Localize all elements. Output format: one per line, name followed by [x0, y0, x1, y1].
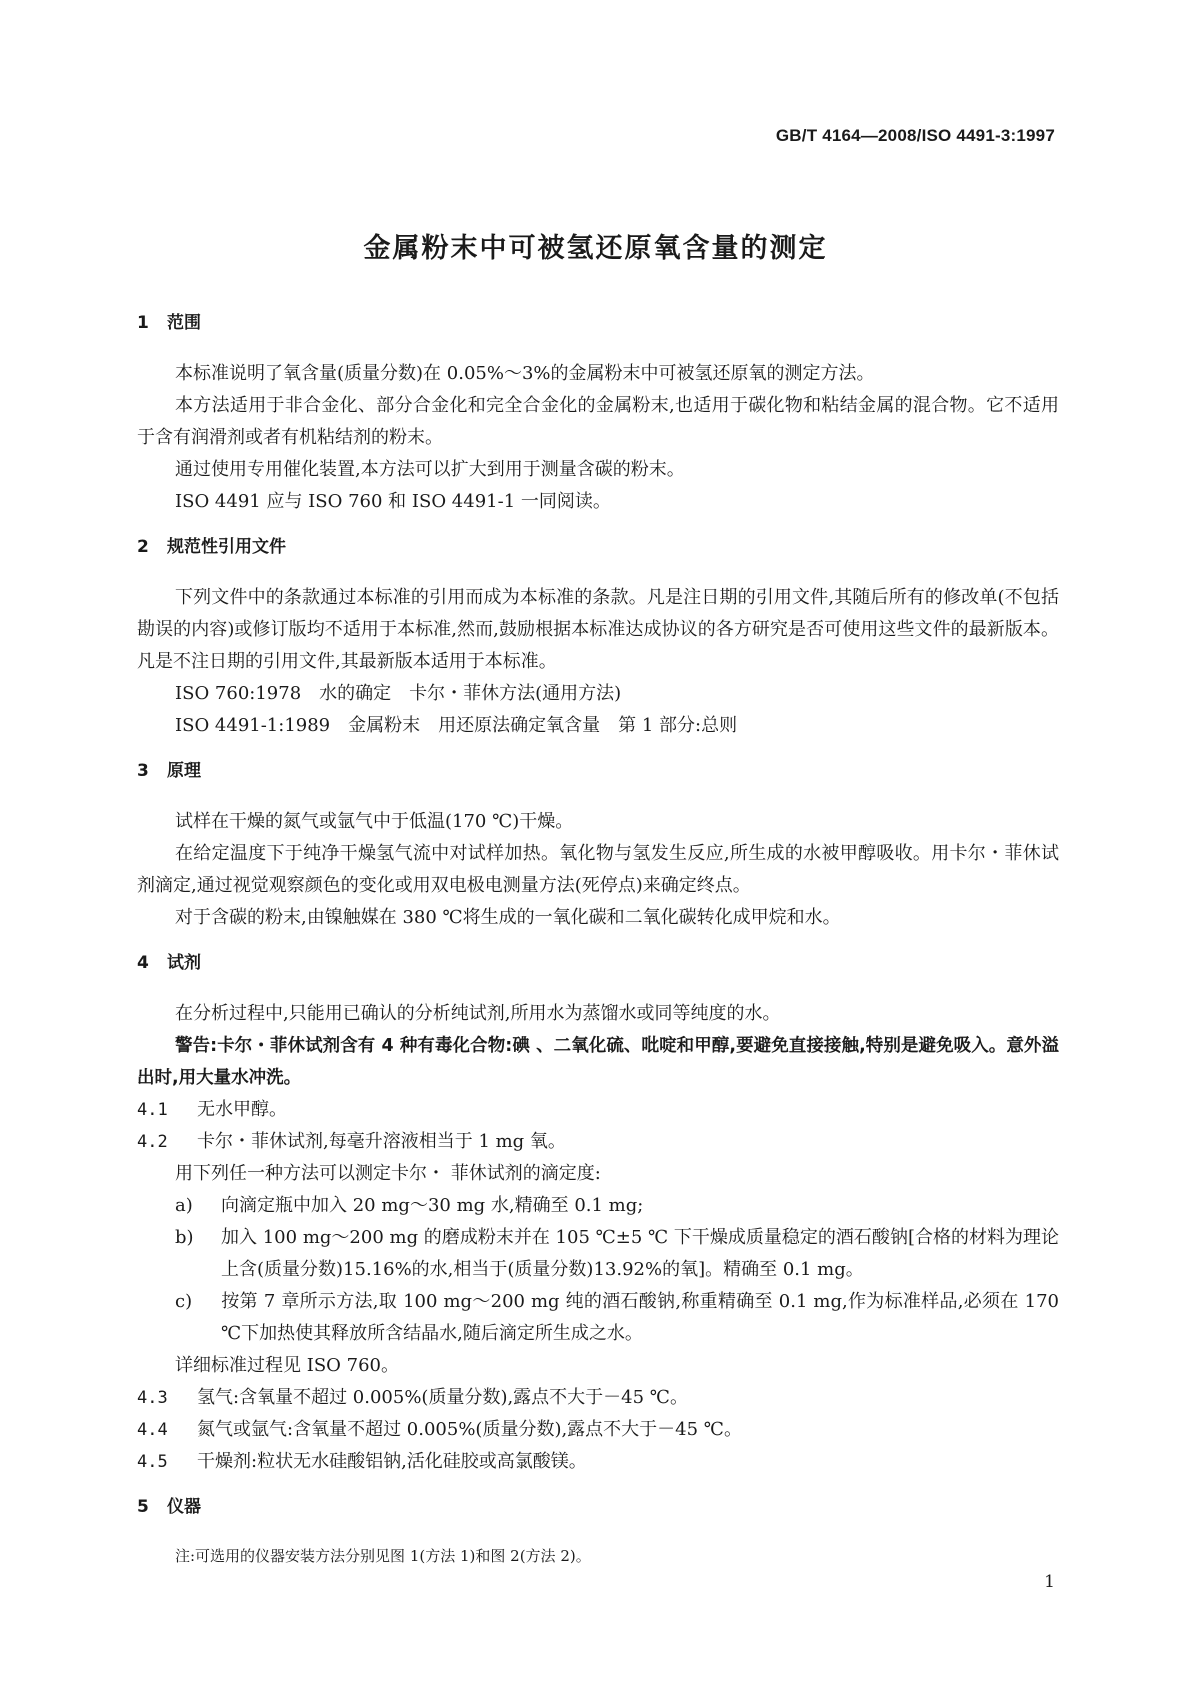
subclause-text: 氮气或氩气:含氧量不超过 0.005%(质量分数),露点不大于－45 ℃。: [197, 1419, 742, 1440]
section-principle: [137, 758, 1059, 934]
subclause-number: 4.4: [137, 1420, 168, 1440]
section-number: 2: [137, 537, 149, 557]
subclause-text: 干燥剂:粒状无水硅酸铝钠,活化硅胶或高氯酸镁。: [197, 1451, 587, 1472]
subclause: [137, 1446, 1059, 1478]
section-scope: [137, 310, 1059, 518]
paragraph: 本标准说明了氧含量(质量分数)在 0.05%～3%的金属粉末中可被氢还原氧的测定方法。: [175, 363, 875, 384]
document-body: [137, 310, 1059, 1586]
page-number: 1: [1044, 1572, 1055, 1592]
note-text: 注:可选用的仪器安装方法分别见图 1(方法 1)和图 2(方法 2)。: [175, 1547, 591, 1565]
section-reagents: [137, 950, 1059, 1478]
standard-code: GB/T 4164—2008/ISO 4491-3:1997: [775, 126, 1055, 145]
paragraph: 本方法适用于非合金化、部分合金化和完全合金化的金属粉末,也适用于碳化物和粘结金属的混合物。它不适用于含有润滑剂或者有机粘结剂的粉末。: [137, 395, 1059, 448]
list-item-text: 加入 100 mg～200 mg 的磨成粉末并在 105 ℃±5 ℃ 下干燥成质量稳定的酒石酸钠[合格的材料为理论上含(质量分数)15.16%的水,相当于(质量分数)13.92%的氧]。精确至 0.1 mg。: [221, 1227, 1059, 1280]
subclause-number: 4.1: [137, 1100, 168, 1120]
subclause-text: 氢气:含氧量不超过 0.005%(质量分数),露点不大于－45 ℃。: [197, 1387, 688, 1408]
paragraph: 对于含碳的粉末,由镍触媒在 380 ℃将生成的一氧化碳和二氧化碳转化成甲烷和水。: [175, 907, 841, 928]
section-number: 3: [137, 761, 149, 781]
subclause: [137, 1382, 1059, 1414]
list-item: [175, 1286, 1059, 1350]
section-heading: [137, 950, 1059, 976]
subclause-number: 4.2: [137, 1132, 168, 1152]
section-title: 试剂: [167, 953, 201, 973]
paragraph: 详细标准过程见 ISO 760。: [175, 1355, 399, 1376]
list-item-label: b): [175, 1227, 194, 1248]
list-item: [175, 1190, 1059, 1222]
section-number: 4: [137, 953, 149, 973]
section-title: 范围: [167, 313, 201, 333]
section-heading: [137, 758, 1059, 784]
paragraph: 在分析过程中,只能用已确认的分析纯试剂,所用水为蒸馏水或同等纯度的水。: [175, 1003, 781, 1024]
list-item-text: 按第 7 章所示方法,取 100 mg～200 mg 纯的酒石酸钠,称重精确至 0.1 mg,作为标准样品,必须在 170 ℃下加热使其释放所含结晶水,随后滴定所生成之水。: [221, 1291, 1059, 1344]
section-title: 仪器: [167, 1497, 201, 1517]
list-item-label: a): [175, 1195, 193, 1216]
reference-entry: ISO 760:1978 水的确定 卡尔・菲休方法(通用方法): [175, 683, 622, 704]
paragraph: 下列文件中的条款通过本标准的引用而成为本标准的条款。凡是注日期的引用文件,其随后所有的修改单(不包括勘误的内容)或修订版均不适用于本标准,然而,鼓励根据本标准达成协议的各方研究是否可使用这些文件的最新版本。凡是不注日期的引用文件,其最新版本适用于本标准。: [137, 587, 1059, 672]
subclause-number: 4.5: [137, 1452, 168, 1472]
paragraph: 通过使用专用催化装置,本方法可以扩大到用于测量含碳的粉末。: [175, 459, 685, 480]
section-heading: [137, 1494, 1059, 1520]
section-title: 原理: [167, 761, 201, 781]
list-item-text: 向滴定瓶中加入 20 mg～30 mg 水,精确至 0.1 mg;: [221, 1195, 644, 1216]
subclause: [137, 1126, 1059, 1158]
paragraph: 试样在干燥的氮气或氩气中于低温(170 ℃)干燥。: [175, 811, 574, 832]
section-number: 5: [137, 1497, 149, 1517]
paragraph: ISO 4491 应与 ISO 760 和 ISO 4491-1 一同阅读。: [175, 491, 611, 512]
subclause-number: 4.3: [137, 1388, 168, 1408]
section-title: 规范性引用文件: [167, 537, 286, 557]
subclause: [137, 1414, 1059, 1446]
paragraph: 在给定温度下于纯净干燥氢气流中对试样加热。氧化物与氢发生反应,所生成的水被甲醇吸收。用卡尔・菲休试剂滴定,通过视觉观察颜色的变化或用双电极电测量方法(死停点)来确定终点。: [137, 843, 1059, 896]
section-normative-references: [137, 534, 1059, 742]
list-item: [175, 1222, 1059, 1286]
section-apparatus: [137, 1494, 1059, 1570]
warning-text: 警告:卡尔・菲休试剂含有 4 种有毒化合物:碘 、二氧化硫、吡啶和甲醇,要避免直接接触,特别是避免吸入。意外溢出时,用大量水冲洗。: [137, 1036, 1059, 1088]
subclause-text: 无水甲醇。: [197, 1099, 287, 1120]
subclause-text: 卡尔・菲休试剂,每毫升溶液相当于 1 mg 氧。: [197, 1131, 566, 1152]
section-heading: [137, 534, 1059, 560]
paragraph: 用下列任一种方法可以测定卡尔・ 菲休试剂的滴定度:: [175, 1163, 601, 1184]
reference-entry: ISO 4491-1:1989 金属粉末 用还原法确定氧含量 第 1 部分:总则: [175, 715, 738, 736]
section-number: 1: [137, 313, 149, 333]
list-item-label: c): [175, 1291, 193, 1312]
subclause: [137, 1094, 1059, 1126]
document-title: 金属粉末中可被氢还原氧含量的测定: [363, 233, 828, 264]
section-heading: [137, 310, 1059, 336]
